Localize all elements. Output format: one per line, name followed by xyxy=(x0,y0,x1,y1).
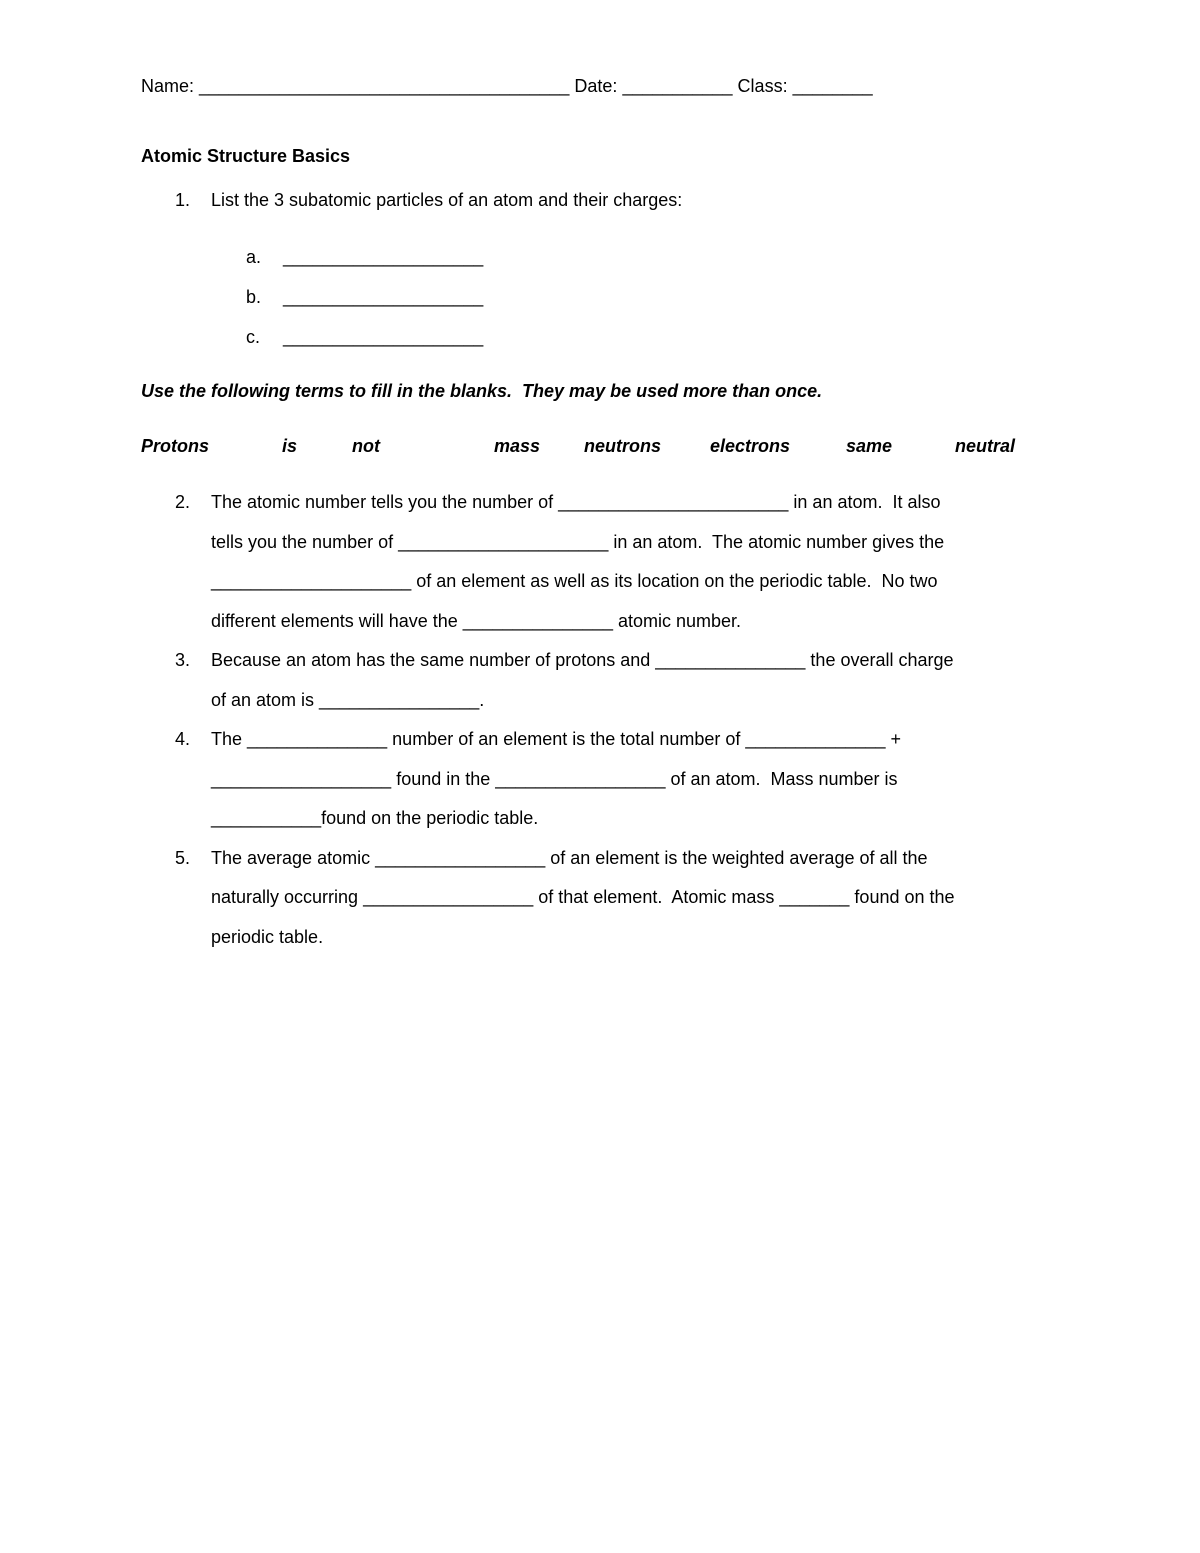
question-4-line-3: ___________found on the periodic table. xyxy=(211,808,539,828)
term-mass: mass xyxy=(494,436,541,456)
question-3-line-1: Because an atom has the same number of protons and _______________ the overall charge xyxy=(211,650,954,670)
question-1-number: 1. xyxy=(175,190,191,210)
term-neutrons: neutrons xyxy=(584,436,662,456)
term-neutral: neutral xyxy=(955,436,1016,456)
question-2-line-2: tells you the number of _____________________ in an atom. The atomic number gives the xyxy=(211,532,945,552)
instructions: Use the following terms to fill in the blanks. They may be used more than once. xyxy=(141,381,823,401)
question-4-line-2: __________________ found in the _________________ of an atom. Mass number is xyxy=(211,769,898,789)
question-2-number: 2. xyxy=(175,492,191,512)
sub-item-b-blank: ____________________ xyxy=(283,287,484,307)
sub-item-a-letter: a. xyxy=(246,247,262,267)
sub-item-c-letter: c. xyxy=(246,327,261,347)
question-3-number: 3. xyxy=(175,650,191,670)
term-not: not xyxy=(352,436,380,456)
question-4-line-1: The ______________ number of an element is the total number of ______________ + xyxy=(211,729,902,749)
question-5-line-3: periodic table. xyxy=(211,927,324,947)
question-5-line-1: The average atomic _________________ of an element is the weighted average of all the xyxy=(211,848,928,868)
sub-item-c-blank: ____________________ xyxy=(283,327,484,347)
question-4-number: 4. xyxy=(175,729,191,749)
question-5-line-2: naturally occurring _________________ of that element. Atomic mass _______ found on the xyxy=(211,887,955,907)
term-same: same xyxy=(846,436,893,456)
question-2-line-4: different elements will have the _______________ atomic number. xyxy=(211,611,742,631)
question-2-line-3: ____________________ of an element as well as its location on the periodic table. No two xyxy=(211,571,938,591)
term-protons: Protons xyxy=(141,436,210,456)
question-1-text: List the 3 subatomic particles of an atom and their charges: xyxy=(211,190,683,210)
question-3-line-2: of an atom is ________________. xyxy=(211,690,485,710)
term-electrons: electrons xyxy=(710,436,791,456)
term-is: is xyxy=(282,436,298,456)
sub-item-b-letter: b. xyxy=(246,287,262,307)
header-name-date-class: Name: _____________________________________ Date: ___________ Class: ________ xyxy=(141,76,873,96)
worksheet-title: Atomic Structure Basics xyxy=(141,146,351,166)
sub-item-a-blank: ____________________ xyxy=(283,247,484,267)
question-2-line-1: The atomic number tells you the number of _______________________ in an atom. It also xyxy=(211,492,941,512)
question-5-number: 5. xyxy=(175,848,191,868)
